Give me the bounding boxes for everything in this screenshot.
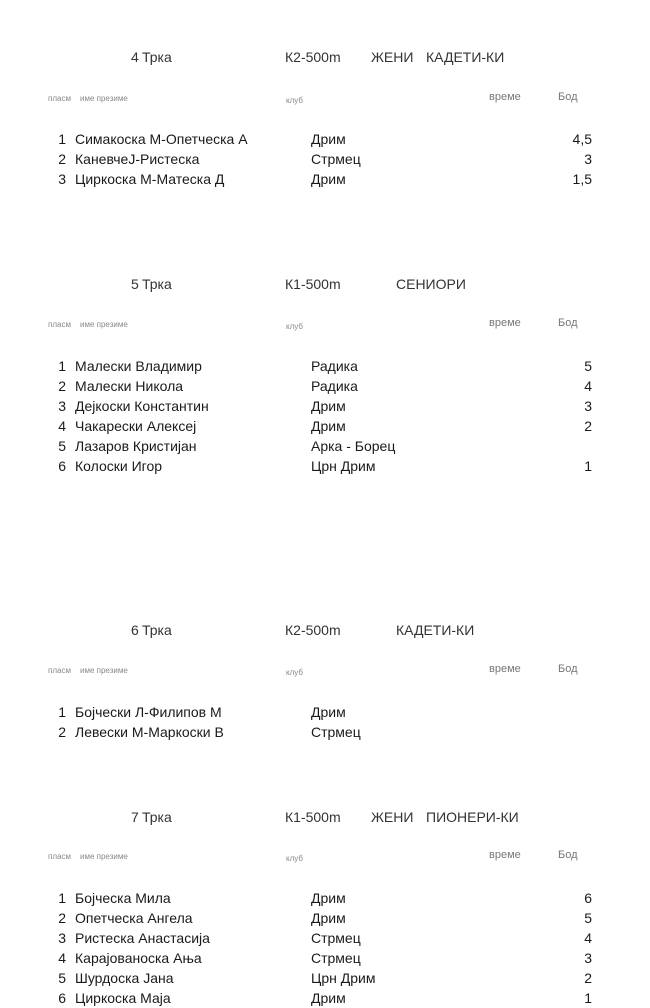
result-row bbox=[0, 948, 650, 968]
header-points: Бод bbox=[558, 663, 578, 675]
row-place: 6 bbox=[58, 990, 66, 1006]
row-place: 4 bbox=[58, 950, 66, 966]
row-name: Циркоска М-Матеска Д bbox=[75, 171, 225, 187]
race-title bbox=[0, 620, 650, 640]
header-club: клуб bbox=[286, 322, 303, 331]
result-row bbox=[0, 436, 650, 456]
header-time: време bbox=[489, 317, 521, 329]
header-points: Бод bbox=[558, 91, 578, 103]
header-place: пласм bbox=[48, 94, 71, 103]
race-label: Трка bbox=[142, 276, 172, 292]
result-row bbox=[0, 356, 650, 376]
row-points: 3 bbox=[584, 950, 592, 966]
header-name: име презиме bbox=[80, 94, 128, 103]
race-title bbox=[0, 274, 650, 294]
row-points: 3 bbox=[584, 398, 592, 414]
race-number: 4 bbox=[131, 49, 139, 65]
result-row bbox=[0, 968, 650, 988]
race-label: Трка bbox=[142, 49, 172, 65]
results-list bbox=[0, 129, 650, 189]
header-club: клуб bbox=[286, 668, 303, 677]
result-row bbox=[0, 416, 650, 436]
race-category-gender: ЖЕНИ bbox=[371, 809, 414, 825]
header-club: клуб bbox=[286, 96, 303, 105]
race-category: КАДЕТИ-КИ bbox=[426, 49, 505, 65]
race-category: ПИОНЕРИ-КИ bbox=[426, 809, 519, 825]
result-row bbox=[0, 988, 650, 1008]
row-place: 2 bbox=[58, 151, 66, 167]
row-club: Стрмец bbox=[311, 930, 361, 946]
row-name: Левески М-Маркоски В bbox=[75, 724, 224, 740]
result-row bbox=[0, 702, 650, 722]
header-name: име презиме bbox=[80, 852, 128, 861]
row-club: Црн Дрим bbox=[311, 458, 376, 474]
result-row bbox=[0, 908, 650, 928]
row-place: 5 bbox=[58, 970, 66, 986]
row-points: 2 bbox=[584, 970, 592, 986]
row-points: 5 bbox=[584, 358, 592, 374]
row-club: Дрим bbox=[311, 990, 346, 1006]
race-label: Трка bbox=[142, 622, 172, 638]
row-place: 2 bbox=[58, 910, 66, 926]
row-name: Малески Никола bbox=[75, 378, 184, 394]
row-name: Шурдоска Јана bbox=[75, 970, 174, 986]
row-points: 1,5 bbox=[572, 171, 592, 187]
result-row bbox=[0, 149, 650, 169]
header-place: пласм bbox=[48, 320, 71, 329]
row-points: 3 bbox=[584, 151, 592, 167]
row-name: Опетческа Ангела bbox=[75, 910, 193, 926]
result-row bbox=[0, 722, 650, 742]
row-name: КаневчеЈ-Ристеска bbox=[75, 151, 200, 167]
row-place: 1 bbox=[58, 358, 66, 374]
row-club: Дрим bbox=[311, 131, 346, 147]
row-points: 4 bbox=[584, 378, 592, 394]
results-list bbox=[0, 888, 650, 1008]
result-row bbox=[0, 888, 650, 908]
row-name: Бојческа Мила bbox=[75, 890, 171, 906]
row-points: 4,5 bbox=[572, 131, 592, 147]
row-place: 1 bbox=[58, 890, 66, 906]
race-discipline: К1-500m bbox=[285, 809, 341, 825]
race-discipline: К1-500m bbox=[285, 276, 341, 292]
row-name: Лазаров Кристијан bbox=[75, 438, 197, 454]
result-row bbox=[0, 376, 650, 396]
row-club: Дрим bbox=[311, 910, 346, 926]
row-points: 4 bbox=[584, 930, 592, 946]
row-points: 1 bbox=[584, 458, 592, 474]
result-row bbox=[0, 928, 650, 948]
row-points: 1 bbox=[584, 990, 592, 1006]
row-name: Бојчески Л-Филипов М bbox=[75, 704, 222, 720]
row-name: Симакоска М-Опетческа А bbox=[75, 131, 248, 147]
row-club: Стрмец bbox=[311, 950, 361, 966]
header-points: Бод bbox=[558, 317, 578, 329]
header-name: име презиме bbox=[80, 666, 128, 675]
header-club: клуб bbox=[286, 854, 303, 863]
result-row bbox=[0, 396, 650, 416]
header-points: Бод bbox=[558, 849, 578, 861]
row-place: 2 bbox=[58, 724, 66, 740]
row-name: Ристеска Анастасија bbox=[75, 930, 210, 946]
row-place: 3 bbox=[58, 171, 66, 187]
race-discipline: К2-500m bbox=[285, 622, 341, 638]
header-time: време bbox=[489, 663, 521, 675]
column-headers bbox=[0, 91, 650, 107]
row-name: Дејкоски Константин bbox=[75, 398, 209, 414]
header-time: време bbox=[489, 849, 521, 861]
results-list bbox=[0, 356, 650, 476]
row-points: 5 bbox=[584, 910, 592, 926]
row-name: Малески Владимир bbox=[75, 358, 202, 374]
row-name: Чакарески Алексеј bbox=[75, 418, 197, 434]
header-time: време bbox=[489, 91, 521, 103]
row-place: 5 bbox=[58, 438, 66, 454]
row-place: 2 bbox=[58, 378, 66, 394]
row-points: 2 bbox=[584, 418, 592, 434]
column-headers bbox=[0, 317, 650, 333]
row-club: Дрим bbox=[311, 890, 346, 906]
row-place: 3 bbox=[58, 930, 66, 946]
race-label: Трка bbox=[142, 809, 172, 825]
race-number: 6 bbox=[131, 622, 139, 638]
row-club: Радика bbox=[311, 358, 358, 374]
race-category: КАДЕТИ-КИ bbox=[396, 622, 475, 638]
header-place: пласм bbox=[48, 666, 71, 675]
row-club: Дрим bbox=[311, 171, 346, 187]
race-number: 7 bbox=[131, 809, 139, 825]
race-title bbox=[0, 807, 650, 827]
header-name: име презиме bbox=[80, 320, 128, 329]
result-row bbox=[0, 169, 650, 189]
row-place: 1 bbox=[58, 704, 66, 720]
row-club: Радика bbox=[311, 378, 358, 394]
row-name: Карајованоска Ања bbox=[75, 950, 202, 966]
result-row bbox=[0, 129, 650, 149]
row-club: Дрим bbox=[311, 418, 346, 434]
row-name: Колоски Игор bbox=[75, 458, 163, 474]
result-row bbox=[0, 456, 650, 476]
race-discipline: К2-500m bbox=[285, 49, 341, 65]
row-club: Црн Дрим bbox=[311, 970, 376, 986]
results-list bbox=[0, 702, 650, 742]
column-headers bbox=[0, 663, 650, 679]
row-place: 4 bbox=[58, 418, 66, 434]
row-place: 1 bbox=[58, 131, 66, 147]
race-title bbox=[0, 47, 650, 67]
race-category: СЕНИОРИ bbox=[396, 276, 466, 292]
row-place: 6 bbox=[58, 458, 66, 474]
row-club: Стрмец bbox=[311, 151, 361, 167]
row-club: Дрим bbox=[311, 398, 346, 414]
row-name: Циркоска Маја bbox=[75, 990, 171, 1006]
header-place: пласм bbox=[48, 852, 71, 861]
race-category-gender: ЖЕНИ bbox=[371, 49, 414, 65]
race-number: 5 bbox=[131, 276, 139, 292]
column-headers bbox=[0, 849, 650, 865]
row-points: 6 bbox=[584, 890, 592, 906]
row-place: 3 bbox=[58, 398, 66, 414]
row-club: Арка - Борец bbox=[311, 438, 396, 454]
row-club: Дрим bbox=[311, 704, 346, 720]
row-club: Стрмец bbox=[311, 724, 361, 740]
